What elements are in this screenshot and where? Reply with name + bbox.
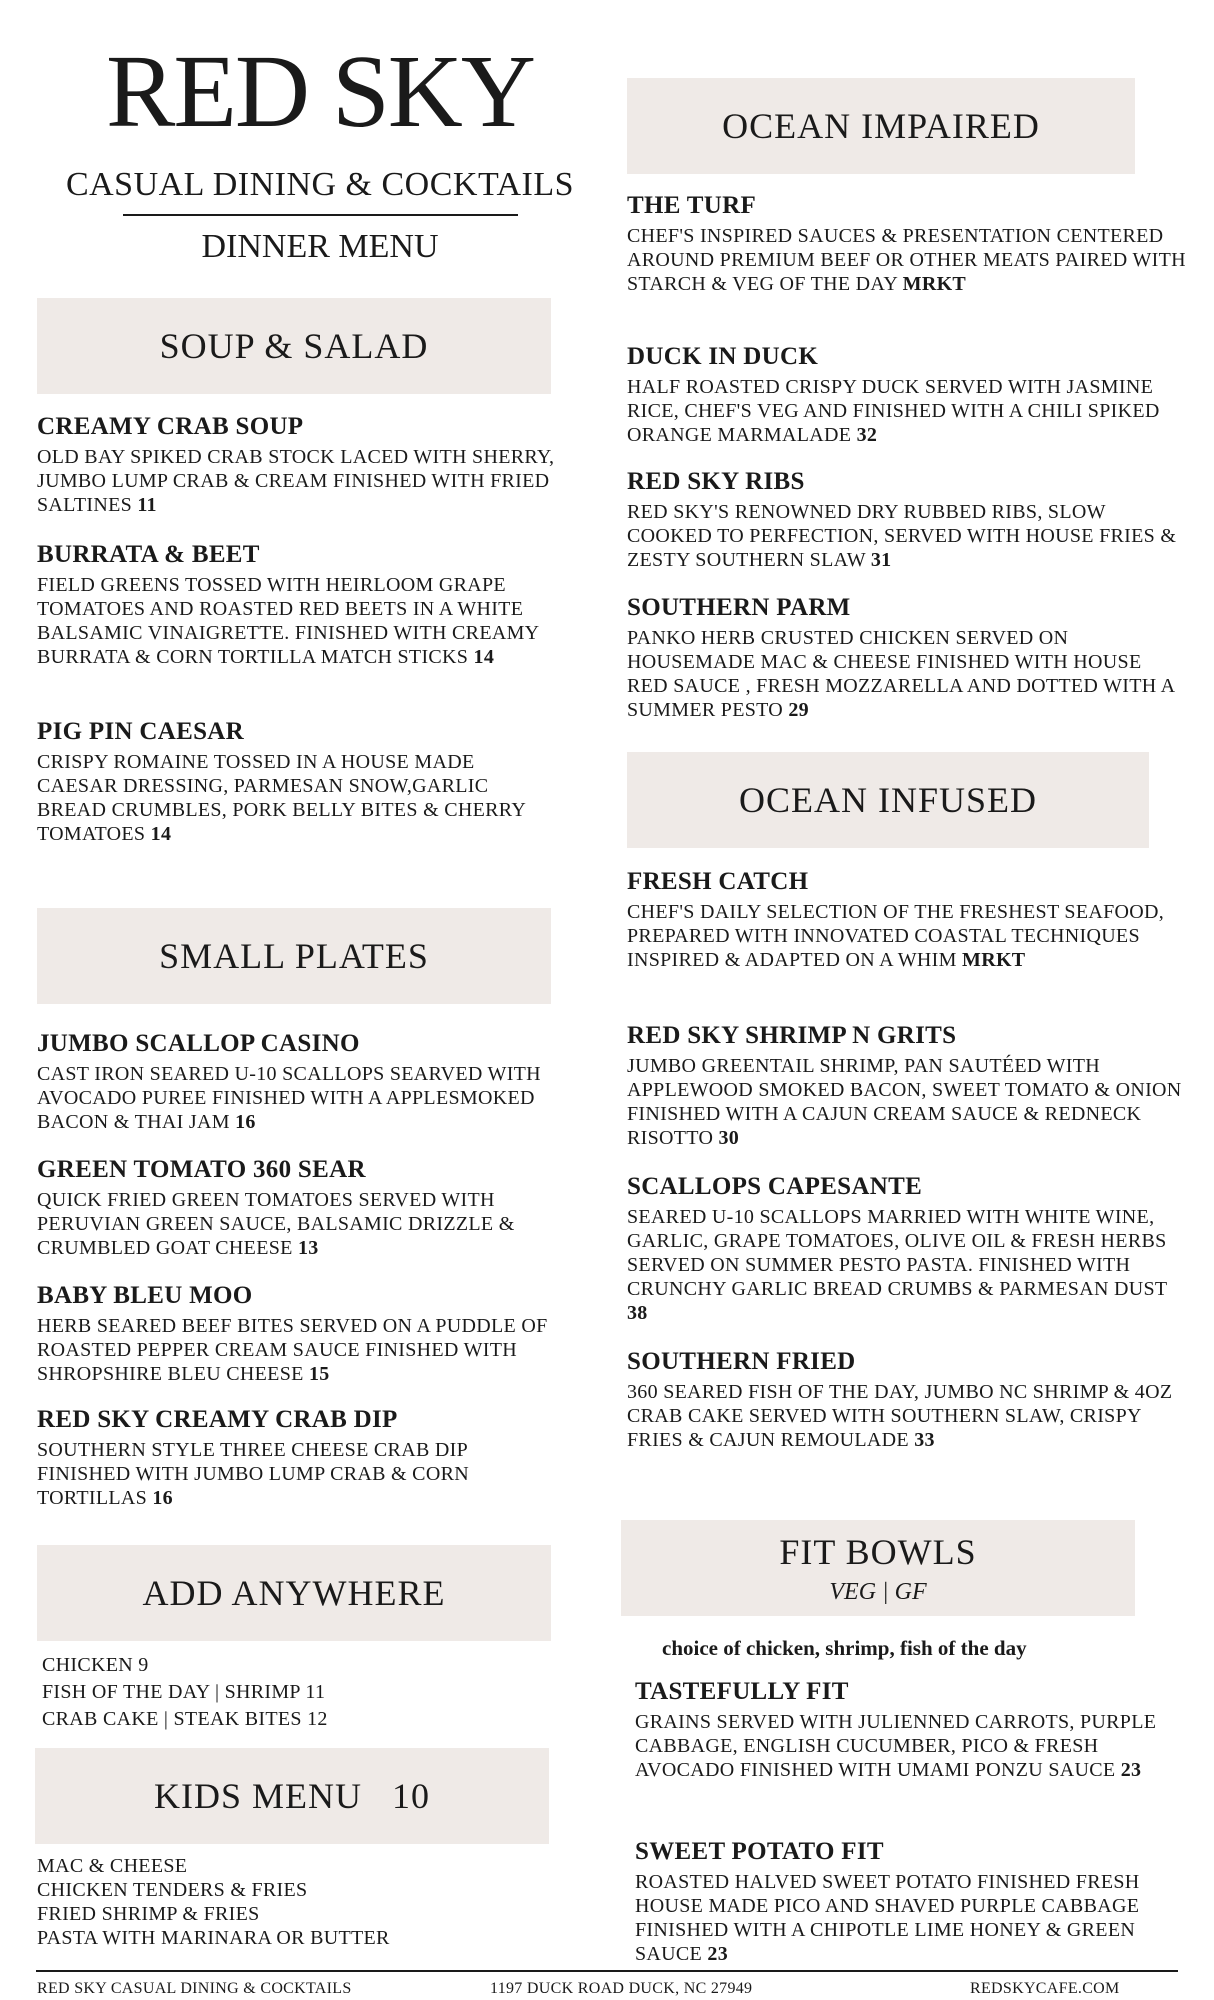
- menu-item: [37, 718, 557, 846]
- footer-restaurant-name: RED SKY CASUAL DINING & COCKTAILS: [37, 1980, 352, 1997]
- item-price: 14: [150, 822, 172, 845]
- item-description: QUICK FRIED GREEN TOMATOES SERVED WITH PERUVIAN GREEN SAUCE, BALSAMIC DRIZZLE & CRUMBLED GOAT CHEESE 13: [37, 1188, 515, 1259]
- item-price: 15: [308, 1362, 330, 1385]
- item-price: 23: [1120, 1758, 1142, 1781]
- section-title-small-plates: SMALL PLATES: [159, 936, 429, 976]
- item-name: DUCK IN DUCK: [627, 343, 819, 370]
- menu-item: [627, 594, 1187, 722]
- item-price: MRKT: [902, 272, 967, 295]
- menu-title: DINNER MENU: [201, 228, 439, 265]
- restaurant-tagline: CASUAL DINING & COCKTAILS: [65, 166, 575, 203]
- item-name: THE TURF: [627, 192, 757, 219]
- item-description: PANKO HERB CRUSTED CHICKEN SERVED ON HOUSEMADE MAC & CHEESE FINISHED WITH HOUSE RED SAUCE , FRESH MOZZARELLA AND DOTTED WITH A SUMMER PESTO 29: [627, 626, 1175, 721]
- menu-item: [37, 1406, 557, 1510]
- item-name: SOUTHERN FRIED: [627, 1348, 856, 1375]
- item-description: HERB SEARED BEEF BITES SERVED ON A PUDDLE OF ROASTED PEPPER CREAM SAUCE FINISHED WITH SHROPSHIRE BLEU CHEESE 15: [37, 1314, 548, 1385]
- item-name: BURRATA & BEET: [37, 541, 260, 568]
- add-anywhere-list: [42, 1652, 542, 1733]
- item-price: 16: [152, 1486, 173, 1509]
- item-price: 30: [718, 1126, 740, 1149]
- section-title-kids-menu: KIDS MENU 10: [153, 1776, 430, 1816]
- list-item: CHICKEN 9: [42, 1654, 149, 1676]
- menu-item: [37, 1156, 557, 1260]
- list-item: PASTA WITH MARINARA OR BUTTER: [37, 1927, 390, 1949]
- item-price: 23: [707, 1942, 728, 1965]
- section-band-ocean-impaired: [627, 78, 1135, 174]
- menu-item: [627, 192, 1187, 296]
- item-description: RED SKY'S RENOWNED DRY RUBBED RIBS, SLOW COOKED TO PERFECTION, SERVED WITH HOUSE FRIES & ZESTY SOUTHERN SLAW 31: [627, 500, 1177, 571]
- section-band-fit-bowls: [621, 1520, 1135, 1616]
- item-description: FIELD GREENS TOSSED WITH HEIRLOOM GRAPE TOMATOES AND ROASTED RED BEETS IN A WHITE BALSAMIC VINAIGRETTE. FINISHED WITH CREAMY BURRATA & CORN TORTILLA MATCH STICKS 14: [37, 573, 539, 668]
- menu-item: [37, 413, 557, 517]
- menu-item: [627, 1348, 1187, 1452]
- item-price: 38: [627, 1301, 648, 1324]
- fit-bowls-protein-choice: choice of chicken, shrimp, fish of the day: [662, 1636, 1027, 1660]
- item-name: SWEET POTATO FIT: [635, 1838, 884, 1865]
- section-title-ocean-impaired: OCEAN IMPAIRED: [722, 106, 1040, 146]
- item-description: SEARED U-10 SCALLOPS MARRIED WITH WHITE WINE, GARLIC, GRAPE TOMATOES, OLIVE OIL & FRESH HERBS SERVED ON SUMMER PESTO PASTA. FINISHED WITH CRUNCHY GARLIC BREAD CRUMBS & PARMESAN DUST 38: [627, 1205, 1168, 1324]
- item-description: CHEF'S INSPIRED SAUCES & PRESENTATION CENTERED AROUND PREMIUM BEEF OR OTHER MEATS PAIRED WITH STARCH & VEG OF THE DAY MRKT: [627, 224, 1186, 295]
- item-description: CRISPY ROMAINE TOSSED IN A HOUSE MADE CAESAR DRESSING, PARMESAN SNOW,GARLIC BREAD CRUMBLES, PORK BELLY BITES & CHERRY TOMATOES 14: [37, 750, 526, 845]
- item-name: RED SKY RIBS: [627, 468, 805, 495]
- item-price: 14: [473, 645, 495, 668]
- item-name: RED SKY CREAMY CRAB DIP: [37, 1406, 398, 1433]
- header-divider: [123, 214, 518, 216]
- item-price: 11: [137, 493, 157, 516]
- item-description: CAST IRON SEARED U-10 SCALLOPS SEARVED WITH AVOCADO PUREE FINISHED WITH A APPLESMOKED BACON & THAI JAM 16: [37, 1062, 541, 1133]
- section-band-small-plates: [37, 908, 551, 1004]
- item-name: FRESH CATCH: [627, 868, 809, 895]
- menu-item: [627, 868, 1187, 972]
- list-item: CHICKEN TENDERS & FRIES: [37, 1879, 308, 1901]
- fit-bowls-dietary-tags: VEG | GF: [829, 1578, 927, 1605]
- section-title-ocean-infused: OCEAN INFUSED: [738, 780, 1037, 820]
- section-title-add-anywhere: ADD ANYWHERE: [142, 1573, 446, 1613]
- item-price: 16: [235, 1110, 256, 1133]
- item-description: GRAINS SERVED WITH JULIENNED CARROTS, PURPLE CABBAGE, ENGLISH CUCUMBER, PICO & FRESH AVOCADO FINISHED WITH UMAMI PONZU SAUCE 23: [635, 1710, 1157, 1781]
- footer-website: REDSKYCAFE.COM: [970, 1980, 1120, 1997]
- section-band-soup-salad: [37, 298, 551, 394]
- item-price: 32: [856, 423, 878, 446]
- item-name: TASTEFULLY FIT: [635, 1678, 849, 1705]
- menu-item: [635, 1678, 1185, 1782]
- section-band-kids-menu: [35, 1748, 549, 1844]
- footer-address: 1197 DUCK ROAD DUCK, NC 27949: [490, 1980, 753, 1997]
- item-name: GREEN TOMATO 360 SEAR: [37, 1156, 366, 1183]
- restaurant-name: RED SKY: [105, 34, 535, 149]
- item-name: CREAMY CRAB SOUP: [37, 413, 304, 440]
- item-description: SOUTHERN STYLE THREE CHEESE CRAB DIP FINISHED WITH JUMBO LUMP CRAB & CORN TORTILLAS 16: [37, 1438, 469, 1509]
- item-price: 29: [788, 698, 809, 721]
- item-description: HALF ROASTED CRISPY DUCK SERVED WITH JASMINE RICE, CHEF'S VEG AND FINISHED WITH A CHILI SPIKED ORANGE MARMALADE 32: [627, 375, 1160, 446]
- menu-item: [37, 541, 557, 669]
- item-name: SOUTHERN PARM: [627, 594, 851, 621]
- section-title-fit-bowls: FIT BOWLS: [779, 1531, 977, 1572]
- item-price: 13: [297, 1236, 319, 1259]
- brand-header: [40, 34, 600, 266]
- menu-item: [627, 343, 1187, 447]
- item-price: 33: [914, 1428, 935, 1451]
- section-title-soup-salad: SOUP & SALAD: [159, 326, 429, 366]
- menu-item: [635, 1838, 1185, 1966]
- menu-item: [627, 1173, 1187, 1325]
- item-price: 31: [870, 548, 892, 571]
- item-name: JUMBO SCALLOP CASINO: [37, 1030, 360, 1057]
- kids-menu-list: [37, 1854, 557, 1950]
- item-name: PIG PIN CAESAR: [37, 718, 244, 745]
- menu-item: [627, 1022, 1187, 1150]
- list-item: CRAB CAKE | STEAK BITES 12: [42, 1708, 328, 1730]
- menu-item: [37, 1282, 557, 1386]
- list-item: FRIED SHRIMP & FRIES: [37, 1903, 260, 1925]
- item-description: ROASTED HALVED SWEET POTATO FINISHED FRESH HOUSE MADE PICO AND SHAVED PURPLE CABBAGE FINISHED WITH A CHIPOTLE LIME HONEY & GREEN SAUCE 23: [635, 1870, 1140, 1965]
- item-name: BABY BLEU MOO: [37, 1282, 253, 1309]
- list-item: FISH OF THE DAY | SHRIMP 11: [42, 1681, 326, 1703]
- menu-item: [37, 1030, 557, 1134]
- item-description: CHEF'S DAILY SELECTION OF THE FRESHEST SEAFOOD, PREPARED WITH INNOVATED COASTAL TECHNIQUES INSPIRED & ADAPTED ON A WHIM MRKT: [627, 900, 1165, 971]
- item-price: MRKT: [962, 948, 1026, 971]
- footer-divider: [36, 1970, 1178, 1972]
- item-name: SCALLOPS CAPESANTE: [627, 1173, 923, 1200]
- item-name: RED SKY SHRIMP N GRITS: [627, 1022, 957, 1049]
- list-item: MAC & CHEESE: [37, 1855, 188, 1877]
- item-description: OLD BAY SPIKED CRAB STOCK LACED WITH SHERRY, JUMBO LUMP CRAB & CREAM FINISHED WITH FRIED SALTINES 11: [37, 445, 555, 516]
- section-band-ocean-infused: [627, 752, 1149, 848]
- menu-item: [627, 468, 1187, 572]
- item-description: JUMBO GREENTAIL SHRIMP, PAN SAUTÉED WITH APPLEWOOD SMOKED BACON, SWEET TOMATO & ONION FINISHED WITH A CAJUN CREAM SAUCE & REDNECK RISOTTO 30: [627, 1054, 1182, 1149]
- section-band-add-anywhere: [37, 1545, 551, 1641]
- item-description: 360 SEARED FISH OF THE DAY, JUMBO NC SHRIMP & 4OZ CRAB CAKE SERVED WITH SOUTHERN SLAW, CRISPY FRIES & CAJUN REMOULADE 33: [627, 1380, 1173, 1451]
